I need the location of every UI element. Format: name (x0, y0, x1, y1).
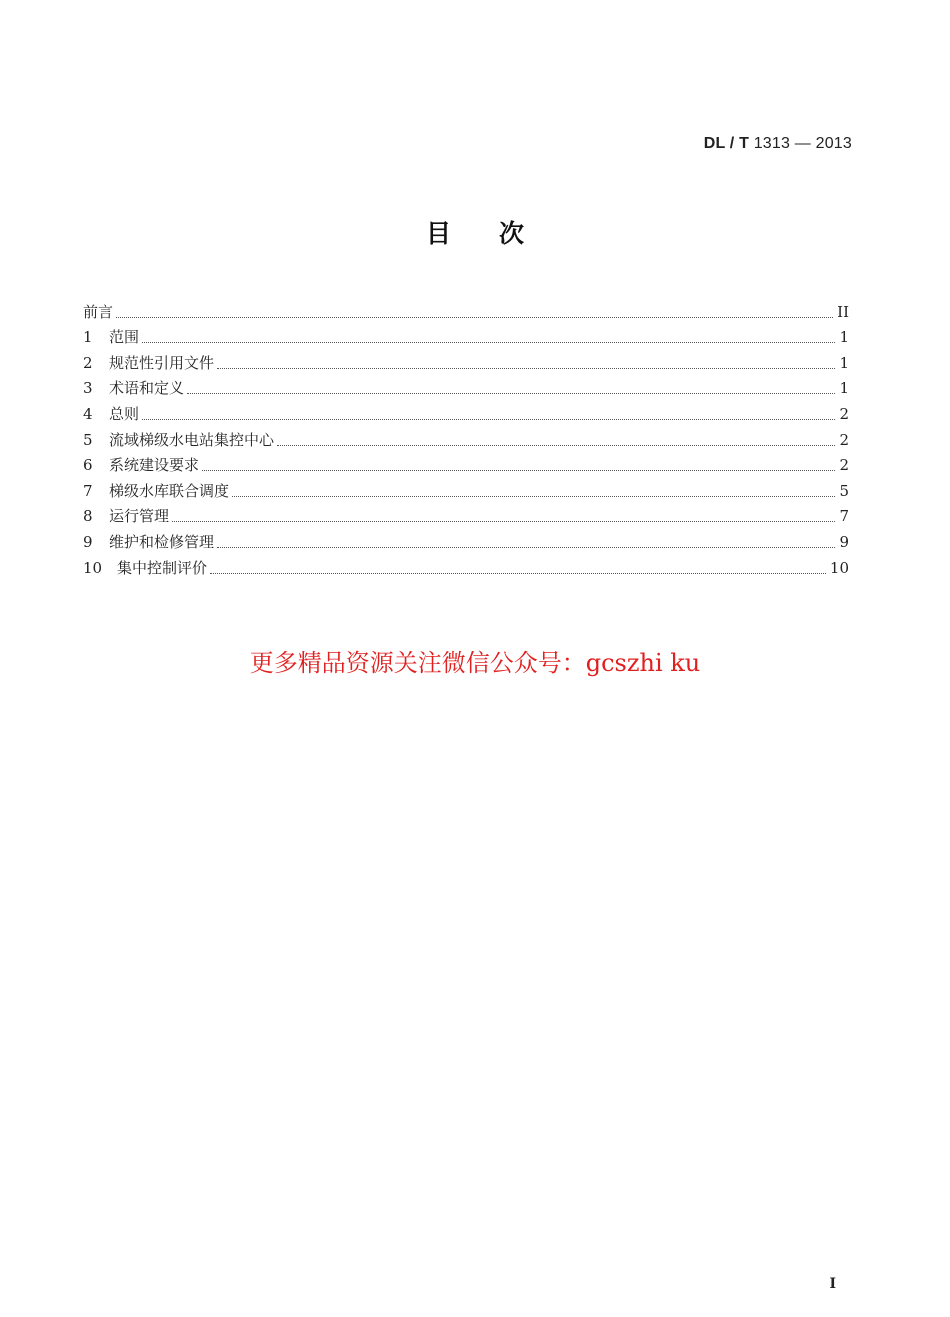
toc-leader (142, 341, 835, 343)
toc-label: 集中控制评价 (117, 558, 208, 577)
toc-page: 1 (839, 379, 849, 398)
toc-page: 2 (839, 404, 849, 423)
toc-label: 术语和定义 (109, 379, 185, 398)
standard-code-number: 1313 — 2013 (749, 135, 852, 152)
toc-leader (202, 469, 835, 471)
promo-watermark-text: 更多精品资源关注微信公众号：gcszhi ku (249, 649, 701, 677)
toc-page: 2 (839, 430, 849, 449)
toc-leader (210, 572, 826, 574)
toc-entry[interactable] (83, 475, 849, 501)
toc-number: 4 (83, 404, 93, 423)
toc-leader (217, 546, 835, 548)
toc-entry[interactable] (83, 322, 849, 348)
toc-label: 前言 (83, 302, 114, 321)
toc-entry[interactable] (83, 347, 849, 373)
toc-page: 10 (829, 558, 849, 577)
toc-label: 运行管理 (109, 507, 170, 526)
table-of-contents (83, 296, 849, 578)
toc-label: 维护和检修管理 (109, 532, 215, 551)
toc-number: 5 (83, 430, 93, 449)
toc-number: 8 (83, 507, 93, 526)
toc-title: 目次 (425, 219, 572, 248)
toc-entry[interactable] (83, 398, 849, 424)
toc-page: 1 (839, 328, 849, 347)
page-number: I (829, 1276, 836, 1292)
toc-label: 总则 (109, 404, 140, 423)
toc-entry[interactable] (83, 501, 849, 527)
toc-page: 5 (839, 481, 849, 500)
toc-page: 2 (839, 456, 849, 475)
standard-code (704, 135, 852, 153)
toc-label: 梯级水库联合调度 (109, 481, 230, 500)
toc-page: II (837, 302, 849, 321)
toc-page: 1 (839, 353, 849, 372)
toc-number: 3 (83, 379, 93, 398)
toc-label: 流域梯级水电站集控中心 (109, 430, 275, 449)
toc-entry[interactable] (83, 450, 849, 476)
toc-leader (142, 418, 835, 420)
toc-page: 9 (839, 532, 849, 551)
toc-leader (172, 520, 835, 522)
toc-number: 6 (83, 456, 93, 475)
toc-entry[interactable] (83, 424, 849, 450)
toc-entry[interactable] (83, 552, 849, 578)
toc-number: 9 (83, 532, 93, 551)
toc-leader (116, 316, 833, 318)
toc-leader (232, 495, 835, 497)
toc-number: 10 (83, 558, 103, 577)
toc-label: 范围 (109, 328, 140, 347)
toc-number: 7 (83, 481, 93, 500)
toc-label: 规范性引用文件 (109, 353, 215, 372)
toc-number: 2 (83, 353, 93, 372)
toc-entry[interactable] (83, 526, 849, 552)
toc-page: 7 (839, 507, 849, 526)
toc-leader (277, 444, 835, 446)
toc-label: 系统建设要求 (109, 456, 200, 475)
toc-number: 1 (83, 328, 93, 347)
toc-entry[interactable] (83, 373, 849, 399)
toc-entry[interactable] (83, 296, 849, 322)
standard-code-prefix: DL / T (703, 135, 750, 152)
toc-leader (187, 392, 835, 394)
toc-leader (217, 367, 835, 369)
